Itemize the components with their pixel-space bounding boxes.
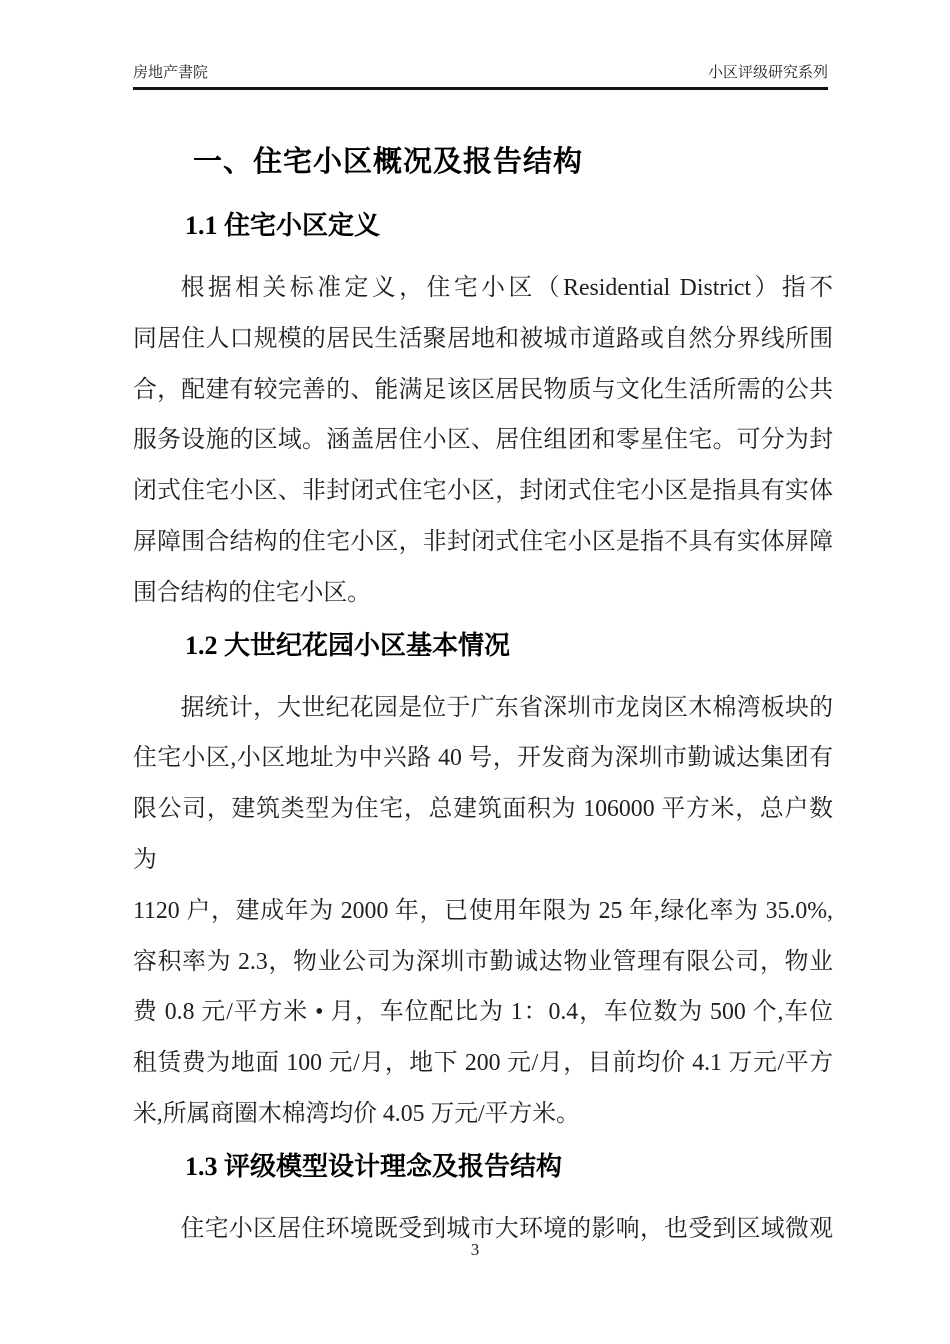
paragraph-line: 住宅小区居住环境既受到城市大环境的影响，也受到区域微观 (180, 1215, 833, 1242)
paragraph-line: 闭式住宅小区、非封闭式住宅小区，封闭式住宅小区是指具有实体 (133, 478, 833, 505)
header-left-text: 房地产書院 (133, 64, 209, 81)
paragraph-line: 米,所属商圈木棉湾均价 4.05 万元/平方米。 (133, 1100, 580, 1127)
subsection-heading: 1.3 评级模型设计理念及报告结构 (185, 1151, 563, 1181)
header-right-text: 小区评级研究系列 (707, 64, 828, 81)
document-body (133, 0, 833, 1255)
paragraph-line: 限公司，建筑类型为住宅，总建筑面积为 106000 平方米，总户数为 (133, 796, 833, 873)
subsection-heading: 1.1 住宅小区定义 (185, 211, 381, 240)
paragraph-line: 住宅小区,小区地址为中兴路 40 号，开发商为深圳市勤诚达集团有 (133, 745, 833, 772)
subsection-heading: 1.2 大世纪花园小区基本情况 (185, 630, 511, 660)
paragraph-line: 合，配建有较完善的、能满足该区居民物质与文化生活所需的公共 (133, 376, 833, 403)
paragraph-line: 容积率为 2.3，物业公司为深圳市勤诚达物业管理有限公司，物业 (133, 948, 833, 975)
section-heading: 一、住宅小区概况及报告结构 (193, 146, 584, 178)
paragraph-line: 屏障围合结构的住宅小区，非封闭式住宅小区是指不具有实体屏障 (133, 528, 833, 555)
paragraph-line: 同居住人口规模的居民生活聚居地和被城市道路或自然分界线所围 (133, 325, 833, 352)
paragraph-line: 根据相关标准定义，住宅小区（Residential District）指不 (180, 275, 833, 301)
page-footer (0, 1240, 950, 1260)
paragraph-line: 服务设施的区域。涵盖居住小区、居住组团和零星住宅。可分为封 (133, 427, 833, 454)
paragraph-line: 据统计，大世纪花园是位于广东省深圳市龙岗区木棉湾板块的 (180, 694, 833, 721)
paragraph-line: 租赁费为地面 100 元/月，地下 200 元/月，目前均价 4.1 万元/平方 (133, 1050, 833, 1077)
paragraph-line: 费 0.8 元/平方米 • 月，车位配比为 1：0.4，车位数为 500 个,车位 (133, 999, 833, 1026)
paragraph (133, 683, 833, 1140)
paragraph-line: 1120 户，建成年为 2000 年，已使用年限为 25 年,绿化率为 35.0%, (133, 897, 833, 924)
paragraph (133, 263, 833, 619)
paragraph-line: 围合结构的住宅小区。 (133, 579, 371, 606)
page-number: 3 (470, 1240, 480, 1259)
